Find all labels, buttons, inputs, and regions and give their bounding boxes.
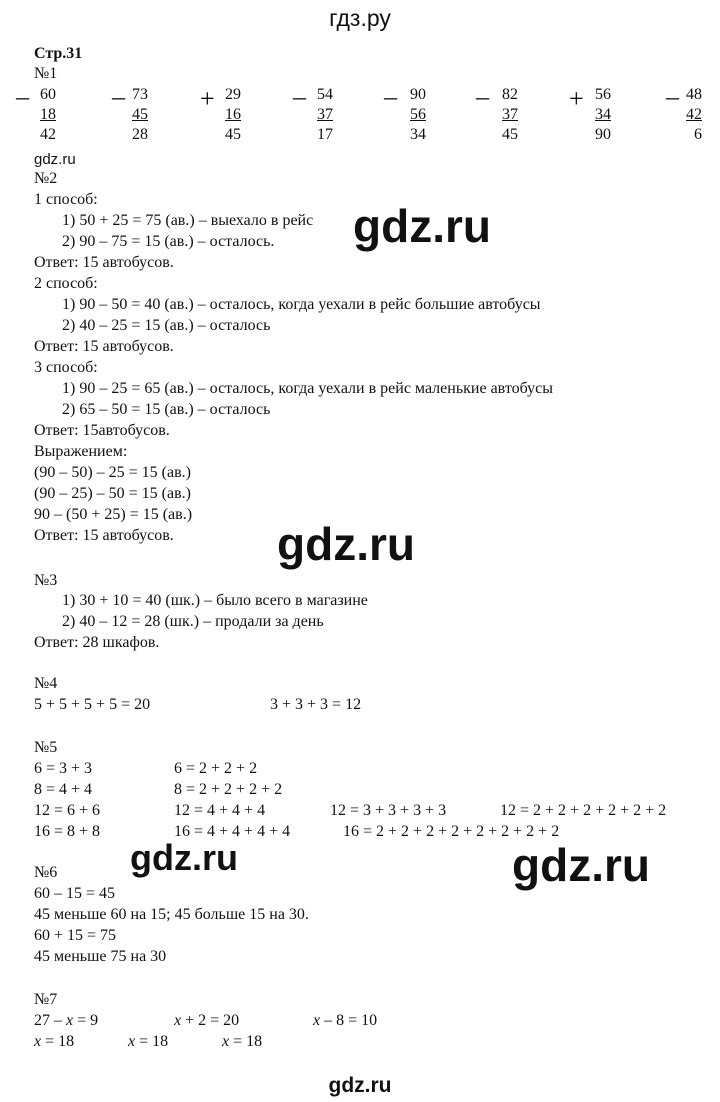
expression-label: Выражением:: [34, 443, 128, 460]
task-2-title: №2: [34, 170, 58, 187]
task-6-line-4: 45 меньше 75 на 30: [34, 948, 167, 965]
operand-b: 37: [317, 106, 333, 123]
expression-3: 90 – (50 + 25) = 15 (ав.): [34, 506, 193, 523]
method-3-step-1: 1) 90 – 25 = 65 (ав.) – осталось, когда уехали в рейс маленькие автобусы: [62, 380, 553, 397]
task-5-r1c2: 6 = 2 + 2 + 2: [174, 760, 258, 777]
operand-a: 29: [225, 86, 241, 103]
task-5-r4c3: 16 = 2 + 2 + 2 + 2 + 2 + 2 + 2 + 2: [343, 823, 560, 840]
operand-b: 37: [502, 106, 518, 123]
result: 17: [317, 126, 333, 143]
task-1-title: №1: [34, 65, 58, 82]
method-1-step-2: 2) 90 – 75 = 15 (ав.) – осталось.: [62, 233, 275, 250]
watermark: gdz.ru: [353, 200, 491, 252]
watermark: gdz.ru: [130, 837, 238, 878]
task-5-r3c3: 12 = 3 + 3 + 3 + 3: [330, 802, 447, 819]
page-number: Стр.31: [34, 45, 83, 62]
operand-a: 56: [595, 86, 611, 103]
task-5-title: №5: [34, 739, 58, 756]
operand-b: 16: [225, 106, 241, 123]
task-5-r3c4: 12 = 2 + 2 + 2 + 2 + 2 + 2: [500, 802, 667, 819]
task-7-title: №7: [34, 991, 58, 1008]
task-6-line-1: 60 – 15 = 45: [34, 885, 116, 902]
task-5-r3c2: 12 = 4 + 4 + 4: [174, 802, 266, 819]
task-4-eq-2: 3 + 3 + 3 = 12: [270, 696, 362, 713]
method-1-step-1: 1) 50 + 25 = 75 (ав.) – выехало в рейс: [62, 212, 314, 229]
op-sign: +: [200, 84, 215, 113]
method-2-label: 2 способ:: [34, 275, 98, 292]
expression-2: (90 – 25) – 50 = 15 (ав.): [34, 485, 191, 502]
op-sign: –: [293, 82, 306, 111]
task-7-sol-3: x = 18: [222, 1033, 263, 1050]
result: 42: [40, 126, 56, 143]
method-3-label: 3 способ:: [34, 359, 98, 376]
op-sign: –: [384, 82, 397, 111]
method-3-answer: Ответ: 15автобусов.: [34, 422, 170, 439]
operand-b: 56: [410, 106, 426, 123]
result: 45: [225, 126, 241, 143]
operand-a: 82: [502, 86, 518, 103]
task-2-answer: Ответ: 15 автобусов.: [34, 527, 174, 544]
operand-b: 18: [40, 106, 56, 123]
site-header: гдз.ру: [329, 5, 391, 31]
method-1-label: 1 способ:: [34, 191, 98, 208]
method-2-step-1: 1) 90 – 50 = 40 (ав.) – осталось, когда уехали в рейс большие автобусы: [62, 296, 541, 313]
task-5-r2c2: 8 = 2 + 2 + 2 + 2: [174, 781, 283, 798]
result: 34: [410, 126, 426, 143]
result: 45: [502, 126, 518, 143]
watermark: gdz.ru: [328, 1074, 392, 1097]
task-7-sol-1: x = 18: [34, 1033, 75, 1050]
task-7-eq-1: 27 – x = 9: [34, 1012, 99, 1029]
operand-a: 54: [317, 86, 333, 103]
task-5-r3c1: 12 = 6 + 6: [34, 802, 101, 819]
operand-a: 73: [132, 86, 148, 103]
result: 6: [694, 126, 702, 143]
operand-a: 60: [40, 86, 56, 103]
task-5-r4c2: 16 = 4 + 4 + 4 + 4: [174, 823, 291, 840]
task-3-title: №3: [34, 572, 58, 589]
task-6-line-2: 45 меньше 60 на 15; 45 больше 15 на 30.: [34, 906, 309, 923]
watermark: gdz.ru: [34, 151, 76, 168]
op-sign: –: [16, 82, 29, 111]
task-4-title: №4: [34, 675, 58, 692]
task-7-eq-2: x + 2 = 20: [174, 1012, 240, 1029]
result: 90: [595, 126, 611, 143]
task-6-title: №6: [34, 864, 58, 881]
task-7-eq-3: x – 8 = 10: [313, 1012, 378, 1029]
task-5-r1c1: 6 = 3 + 3: [34, 760, 93, 777]
task-6-line-3: 60 + 15 = 75: [34, 927, 117, 944]
task-7-sol-2: x = 18: [128, 1033, 169, 1050]
operand-b: 45: [132, 106, 148, 123]
operand-b: 34: [595, 106, 611, 123]
method-2-answer: Ответ: 15 автобусов.: [34, 338, 174, 355]
task-5-r2c1: 8 = 4 + 4: [34, 781, 93, 798]
op-sign: –: [476, 82, 489, 111]
operand-a: 48: [686, 86, 702, 103]
expression-1: (90 – 50) – 25 = 15 (ав.): [34, 464, 191, 481]
method-3-step-2: 2) 65 – 50 = 15 (ав.) – осталось: [62, 401, 271, 418]
watermark: gdz.ru: [512, 839, 650, 891]
task-3-step-2: 2) 40 – 12 = 28 (шк.) – продали за день: [62, 613, 324, 630]
method-2-step-2: 2) 40 – 25 = 15 (ав.) – осталось: [62, 317, 271, 334]
op-sign: –: [112, 82, 125, 111]
task-4-eq-1: 5 + 5 + 5 + 5 = 20: [34, 696, 151, 713]
task-5-r4c1: 16 = 8 + 8: [34, 823, 101, 840]
task-3-answer: Ответ: 28 шкафов.: [34, 634, 160, 651]
method-1-answer: Ответ: 15 автобусов.: [34, 254, 174, 271]
watermark: gdz.ru: [277, 518, 415, 570]
result: 28: [132, 126, 148, 143]
op-sign: –: [666, 82, 679, 111]
operand-a: 90: [410, 86, 426, 103]
task-3-step-1: 1) 30 + 10 = 40 (шк.) – было всего в магазине: [62, 592, 368, 609]
operand-b: 42: [686, 106, 702, 123]
op-sign: +: [569, 84, 584, 113]
